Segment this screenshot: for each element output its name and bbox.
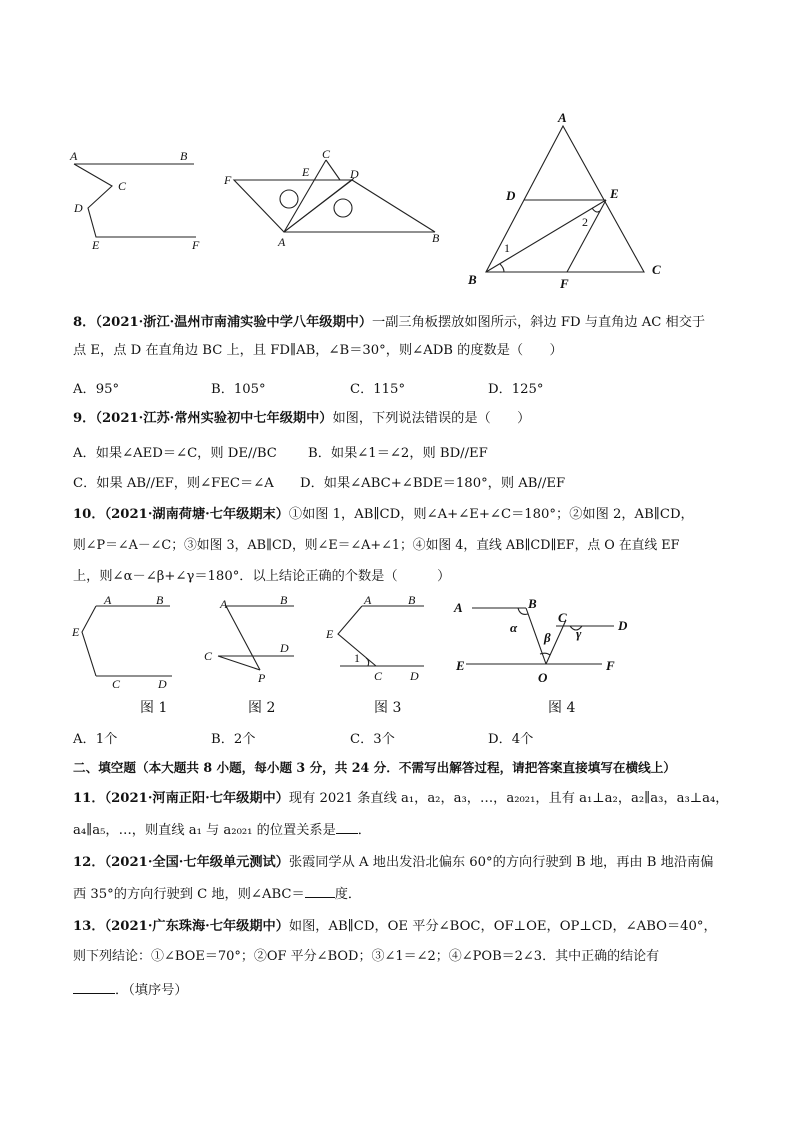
q13-line3: ．（填序号） [73, 980, 733, 1000]
label-C: C [204, 649, 213, 663]
label-A: A [220, 597, 228, 611]
label-A: A [364, 594, 372, 607]
label-B: B [408, 594, 416, 607]
q13-line1: 13．（2021·广东珠海·七年级期中）如图，AB∥CD，OE 平分∠BOC，OF⊥OE，OP⊥CD，∠ABO＝40°， [73, 919, 717, 934]
q11-line1: 11．（2021·河南正阳·七年级期中）现有 2021 条直线 a₁，a₂，a₃，…，a₂₀₂₁，且有 a₁⊥a₂，a₂∥a₃，a₃⊥a₄， [73, 791, 729, 806]
label-C: C [558, 610, 567, 625]
angle-1-label: 1 [504, 241, 510, 255]
q12-line2: 西 35°的方向行驶到 C 地，则∠ABC＝ 度． [73, 884, 733, 904]
q9-option-c: C．如果 AB//EF，则∠FEC＝∠A [73, 476, 274, 491]
label-B: B [432, 231, 440, 245]
label-A: A [454, 600, 463, 615]
label-A: A [104, 594, 112, 607]
label-E: E [456, 658, 465, 673]
label-F: F [606, 658, 615, 673]
q8-line1: 8．（2021·浙江·温州市南浦实验中学八年级期中）一副三角板摆放如图所示，斜边 FD 与直角边 AC 相交于 [73, 315, 706, 330]
label-E: E [326, 627, 334, 641]
figure-q7-zigzag [66, 146, 206, 250]
label-E: E [302, 165, 310, 179]
q10-option-c: C．3个 [350, 732, 395, 747]
q12-answer-blank[interactable] [305, 884, 335, 898]
q8-option-b: B．105° [211, 382, 266, 397]
q10-option-b: B．2个 [211, 732, 256, 747]
label-E: E [610, 186, 619, 201]
label-F: F [224, 173, 232, 187]
section-2-title: 二、填空题（本大题共 8 小题，每小题 3 分，共 24 分．不需写出解答过程，请把答案直接填写在横线上） [73, 760, 676, 775]
angle-gamma-label: γ [576, 626, 582, 641]
q11-line2: a₄∥a₅，…，则直线 a₁ 与 a₂₀₂₁ 的位置关系是 ． [73, 820, 733, 840]
label-O: O [538, 670, 548, 685]
label-D: D [618, 618, 628, 633]
label-F: F [192, 238, 200, 250]
q10-line3: 上，则∠α－∠β+∠γ＝180°．以上结论正确的个数是（ ） [73, 569, 451, 584]
q8-option-d: D．125° [488, 382, 544, 397]
label-D: D [74, 201, 83, 215]
figure-q10-fig2 [198, 594, 308, 688]
label-B: B [156, 594, 164, 607]
q13-line2: 则下列结论：①∠BOE＝70°；②OF 平分∠BOD；③∠1＝∠2；④∠POB＝2∠3．其中正确的结论有 [73, 949, 660, 964]
q10-option-a: A．1个 [73, 732, 118, 747]
q9-option-b: B．如果∠1＝∠2，则 BD//EF [308, 446, 488, 461]
q8-option-a: A．95° [73, 382, 120, 397]
label-C: C [112, 677, 121, 688]
q8-line2: 点 E，点 D 在直角边 BC 上，且 FD∥AB，∠B＝30°，则∠ADB 的度数是（ ） [73, 343, 563, 358]
figure-q9-triangle [456, 104, 676, 294]
label-C: C [118, 179, 127, 193]
angle-alpha-label: α [510, 620, 518, 635]
label-P: P [258, 671, 266, 685]
label-E: E [92, 238, 100, 250]
label-D: D [410, 669, 419, 683]
label-E: E [72, 625, 80, 639]
caption-fig3: 图 3 [374, 700, 402, 716]
label-D: D [506, 188, 516, 203]
label-B: B [180, 149, 188, 163]
angle-beta-label: β [544, 630, 551, 645]
figure-q8-set-squares [222, 146, 452, 250]
q9-option-d: D．如果∠ABC+∠BDE＝180°，则 AB//EF [300, 476, 566, 491]
q13-answer-blank[interactable] [73, 980, 115, 994]
q10-option-d: D．4个 [488, 732, 534, 747]
label-A: A [70, 149, 78, 163]
label-B: B [280, 594, 288, 607]
angle-1-label: 1 [354, 651, 360, 665]
q10-line2: 则∠P＝∠A－∠C；③如图 3，AB∥CD，则∠E＝∠A+∠1；④如图 4，直线 AB∥CD∥EF，点 O 在直线 EF [73, 538, 680, 553]
label-A: A [278, 235, 286, 249]
angle-2-label: 2 [582, 215, 588, 229]
label-C: C [374, 669, 383, 683]
caption-fig2: 图 2 [248, 700, 276, 716]
label-C: C [652, 262, 661, 277]
q10-line1: 10．（2021·湖南荷塘·七年级期末）①如图 1，AB∥CD，则∠A+∠E+∠C＝180°；②如图 2，AB∥CD， [73, 507, 694, 522]
q8-option-c: C．115° [350, 382, 406, 397]
label-D: D [280, 641, 289, 655]
label-D: D [158, 677, 167, 688]
label-B: B [528, 596, 537, 611]
q11-answer-blank[interactable] [336, 820, 358, 834]
label-A: A [558, 110, 567, 125]
caption-fig4: 图 4 [548, 700, 576, 716]
q9-line1: 9．（2021·江苏·常州实验初中七年级期中）如图，下列说法错误的是（ ） [73, 411, 531, 426]
label-C: C [322, 147, 331, 161]
caption-fig1: 图 1 [140, 700, 168, 716]
figure-q10-fig1 [70, 594, 180, 688]
label-F: F [560, 276, 569, 291]
label-D: D [350, 167, 359, 181]
q9-option-a: A．如果∠AED＝∠C，则 DE//BC [73, 446, 277, 461]
figure-q10-fig3 [322, 594, 432, 688]
q12-line1: 12．（2021·全国·七年级单元测试）张霞同学从 A 地出发沿北偏东 60°的方向行驶到 B 地，再由 B 地沿南偏 [73, 855, 714, 870]
label-B: B [468, 272, 477, 287]
figure-q10-fig4 [452, 592, 632, 688]
